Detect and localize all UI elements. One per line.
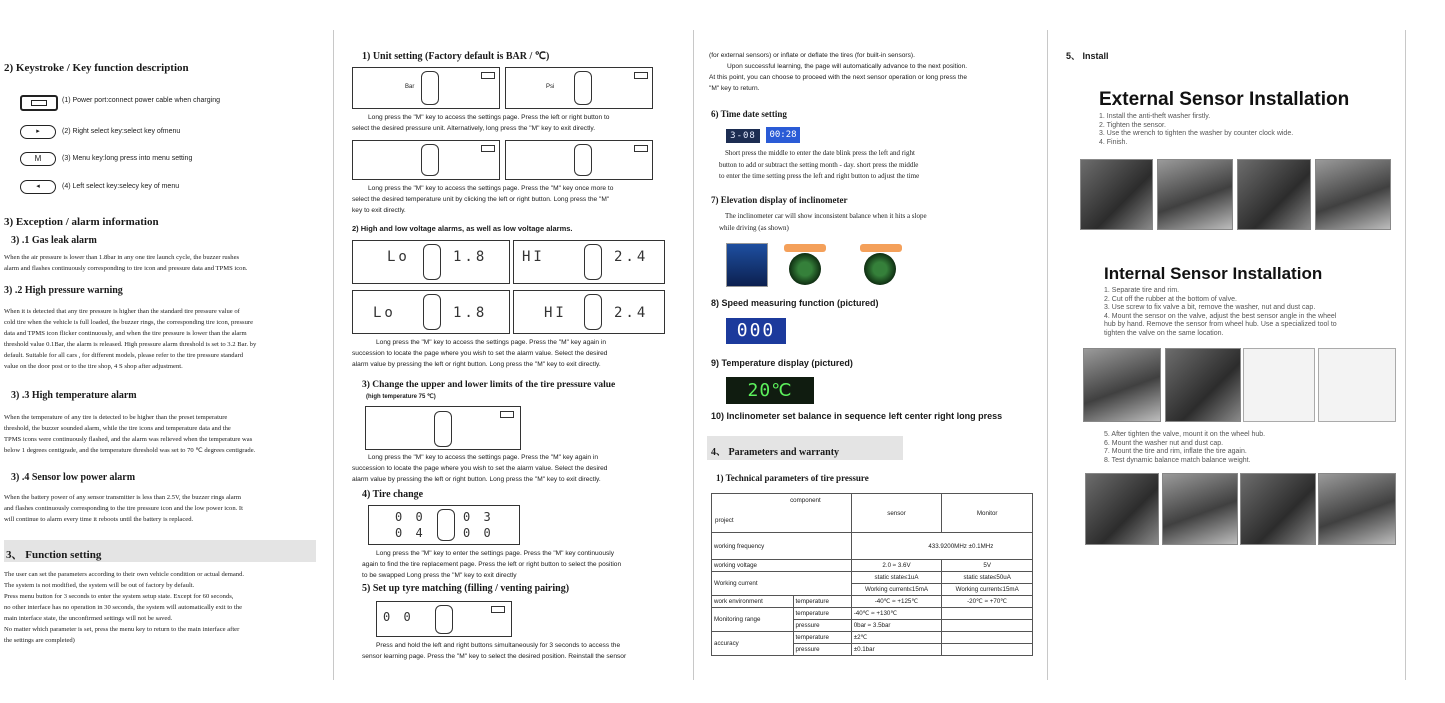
external-install-steps: 1. Install the anti-theft washer firstly. 2. Tighten the sensor. 3. Use the wrench to tighten the washer by counter clock wide. 4. Finish. (1099, 113, 1294, 146)
keystroke-title: 2) Keystroke / Key function description (4, 62, 189, 74)
table-row: working frequency 433.9200MHz ±0.1MHz (712, 533, 1033, 560)
external-install-photo (1080, 159, 1153, 230)
car-icon (574, 144, 592, 176)
function-title: 3、 Function setting (6, 549, 102, 561)
unit-setting-title: 1) Unit setting (Factory default is BAR / ℃) (362, 51, 550, 62)
table-header-sensor: sensor (851, 494, 942, 533)
internal-install-diagram (1318, 348, 1396, 422)
inclinometer-balance-title: 10) Inclinometer set balance in sequence left center right long press (711, 411, 1003, 421)
inclinometer-image (726, 243, 768, 287)
function-text: The user can set the parameters according to their own vehicle condition or actual demand. The system is not modified, the system will be out of factory by default. Press menu button for 3 seconds to enter the system setup state. Except for 60 seconds, no other interface has no operation in 30 seconds, the system will automatically exit to the main interface state, the unconfirmed settings will not be saved. No matter which parameter is set, press the menu key to return to the main interface after the settings are completed) (4, 571, 245, 644)
tire-change-title: 4) Tire change (362, 489, 424, 500)
right-select-key-icon: ▸ (20, 125, 56, 139)
lcd-tire-change-screen: 0 0 0 4 0 3 0 0 (368, 505, 520, 545)
table-row: Working current≤15mA Working current≤15mA (712, 584, 1033, 596)
voltage-alarm-title: 2) High and low voltage alarms, as well as low voltage alarms. (352, 224, 573, 233)
install-title: 5、 Install (1066, 51, 1109, 61)
table-row: pressure 0bar ≈ 3.5bar (712, 620, 1033, 632)
high-pressure-text: When it is detected that any tire pressure is higher than the standard tire pressure value of cold tire when the vehicle is full loaded, the buzzer rings, the corresponding tire icon, pressure data and TPMS icon flicker continuously, and when the tire pressure is lower than the alarm threshold value 0.1Bar, the alarm is released. High pressure alarm threshold is set to 3.2 Bar. by default. Suitable for all cars , for different models, please refer to the tire pressure standard value on the door post or to the tire shop, 4 S shop after adjustment. (4, 308, 257, 370)
car-icon (434, 411, 452, 447)
car-icon (423, 294, 441, 330)
external-install-photo (1237, 159, 1311, 230)
lcd-fahrenheit-screen (505, 140, 653, 180)
lcd-lo-screen: Lo 1.8 (352, 240, 510, 284)
low-power-text: When the battery power of any sensor transmitter is less than 2.5V, the buzzer rings alarm and flashes continuously corresponding to the tire pressure icon and the low power icon. It will continue to alarm every time it reboots until the battery is replaced. (4, 494, 243, 523)
limits-title: 3) Change the upper and lower limits of the tire pressure value (362, 380, 616, 390)
fold-line (693, 30, 694, 680)
car-icon (437, 509, 455, 541)
car-icon (421, 144, 439, 176)
internal-install-steps: 1. Separate tire and rim. 2. Cut off the rubber at the bottom of valve. 3. Use screw to fix valve a bit, remove the washer, nut and dust cap. 4. Mount the sensor on the valve, adjust the best sensor angle in the wheel hub by hand. Remove the sensor from wheel hub. Use a specialized tool to tighten the valve on the same location. (1104, 287, 1337, 337)
exception-title: 3) Exception / alarm information (4, 216, 159, 228)
internal-install-photo (1083, 348, 1161, 422)
key-row (20, 151, 320, 171)
tire-change-text: Long press the "M" key to enter the settings page. Press the "M" key continuously again to find the tire replacement page. Press the left or right button to select the position to be swapped Long press the "M" key to exit directly (362, 550, 622, 579)
key-description: (1) Power port:connect power cable when charging (62, 97, 220, 104)
lcd-celsius-screen (352, 140, 500, 180)
key-description: (4) Left select key:selecy key of menu (62, 183, 180, 190)
time-date-text: Short press the middle to enter the date blink press the left and right button to add or subtract the setting month - day. short press the middle to enter the time setting press the left and right button to adjust the time (719, 149, 920, 180)
car-icon (574, 71, 592, 105)
lcd-bar-screen: Bar (352, 67, 500, 109)
high-temperature-text: When the temperature of any tire is detected to be higher than the preset temperature threshold, the buzzer sounded alarm, while the tire icons and temperature data and the TPMS icons were continuously flashed, and the alarm was relieved when the temperature was below 1 degrees centigrade, and the temperature threshold was set to 70 ℃ degrees centigrade. (4, 414, 256, 454)
fold-line (333, 30, 334, 680)
key-row (20, 93, 320, 113)
internal-install-photo (1162, 473, 1238, 545)
unit-setting-text: Long press the "M" key to access the settings page. Press the left or right button to select the desired pressure unit. Alternatively, long press the "M" key to exit directly. (352, 114, 610, 132)
external-install-title: External Sensor Installation (1099, 89, 1350, 110)
car-icon (584, 294, 602, 330)
table-row: accuracy temperature ±2℃ (712, 632, 1033, 644)
high-temperature-title: 3) .3 High temperature alarm (11, 390, 137, 401)
time-date-title: 6) Time date setting (711, 109, 787, 119)
internal-install-diagram (1243, 348, 1315, 422)
gas-leak-text: When the air pressure is lower than 1.8bar in any one tire launch cycle, the buzzer rushes alarm and flashes continuously corresponding to tire icon and pressure data and TPMS icon. (4, 254, 248, 272)
car-icon (421, 71, 439, 105)
fold-line (1047, 30, 1048, 680)
table-row: pressure ±0.1bar (712, 644, 1033, 656)
matching-text: Press and hold the left and right buttons simultaneously for 3 seconds to access the sensor learning page. Press the "M" key to select the desired position. Reinstall the sensor (362, 642, 627, 660)
external-install-photo (1315, 159, 1391, 230)
limits-subtitle: (high temperature 75 ℃) (366, 394, 436, 400)
temperature-display-title: 9) Temperature display (pictured) (711, 358, 853, 368)
voltage-alarm-text: Long press the "M" key to access the settings page. Press the "M" key again in succession to locate the page where you wish to set the alarm value. Select the desired alarm value by pressing the left or right button. Long press the "M" key to exit directly. (352, 339, 608, 368)
key-description: (3) Menu key:long press into menu setting (62, 155, 193, 162)
matching-continued-text: (for external sensors) or inflate or deflate the tires (for built-in sensors). Upon successful learning, the page will automatically advance to the next position. At this point, you can choose to proceed with the next sensor operation or long press the "M" key to return. (709, 52, 968, 92)
lcd-date-display: 3-08 (726, 129, 760, 143)
key-description: (2) Right select key:select key ofmenu (62, 128, 181, 135)
lcd-speed-display: 000 (726, 318, 786, 344)
limits-text: Long press the "M" key to access the settings page. Press the "M" key again in succession to locate the page where you wish to set the alarm value. Select the desired alarm value by pressing the left or right button. Long press the "M" key to exit directly. (352, 454, 608, 483)
fold-line (1405, 30, 1406, 680)
table-header-row: component project sensor Monitor (712, 494, 1033, 533)
lcd-matching-screen: 0 0 (376, 601, 512, 637)
car-icon (584, 244, 602, 280)
internal-install-photo (1318, 473, 1396, 545)
high-pressure-title: 3) .2 High pressure warning (4, 285, 123, 296)
temperature-unit-text: Long press the "M" key to access the settings page. Press the "M" key once more to select the desired temperature unit by clicking the left or right button. Long press the "M" key to exit directly. (352, 185, 614, 214)
lcd-temperature-display: 20℃ (726, 377, 814, 404)
inclinometer-label-tag (784, 244, 826, 252)
elevation-title: 7) Elevation display of inclinometer (711, 195, 848, 205)
power-port-icon (20, 95, 58, 111)
lcd-limits-screen (365, 406, 521, 450)
matching-title: 5) Set up tyre matching (filling / venting pairing) (362, 583, 570, 594)
inclinometer-gauge-icon (789, 253, 821, 285)
table-row: Working current static state≤1uA static state≤50uA (712, 572, 1033, 584)
car-icon (435, 605, 453, 634)
technical-title: 1) Technical parameters of tire pressure (716, 473, 869, 483)
lcd-lo-screen-2: Lo 1.8 (352, 290, 510, 334)
table-row: working voltage 2.0 ≈ 3.6V 5V (712, 560, 1033, 572)
internal-install-photo (1240, 473, 1316, 545)
left-select-key-icon: ◂ (20, 180, 56, 194)
key-row (20, 124, 320, 144)
car-icon (423, 244, 441, 280)
table-header-monitor: Monitor (942, 494, 1033, 533)
internal-install-steps-continued: 5. After tighten the valve, mount it on the wheel hub. 6. Mount the washer nut and dust cap. 7. Mount the tire and rim, inflate the tire again. 8. Test dynamic balance match balance weight. (1104, 431, 1266, 464)
key-row (20, 179, 320, 199)
table-row: work environment temperature -40℃ ≈ +125℃ -20℃ ≈ +70℃ (712, 596, 1033, 608)
external-install-photo (1157, 159, 1233, 230)
inclinometer-gauge-icon (864, 253, 896, 285)
lcd-hi-screen: HI 2.4 (513, 240, 665, 284)
lcd-psi-screen: Psi (505, 67, 653, 109)
table-row: Monitoring range temperature -40℃ ≈ +130℃ (712, 608, 1033, 620)
lcd-time-display: 00:28 (766, 127, 800, 143)
elevation-text: The inclinometer car will show inconsistent balance when it hits a slope while driving (as shown) (719, 212, 927, 232)
inclinometer-label-tag (860, 244, 902, 252)
internal-install-photo (1085, 473, 1159, 545)
speed-title: 8) Speed measuring function (pictured) (711, 298, 879, 308)
internal-install-photo (1165, 348, 1241, 422)
menu-key-icon: M (20, 152, 56, 166)
lcd-hi-screen-2: HI 2.4 (513, 290, 665, 334)
technical-parameters-table (711, 493, 1033, 656)
parameters-title: 4、 Parameters and warranty (711, 447, 840, 458)
gas-leak-title: 3) .1 Gas leak alarm (11, 235, 97, 246)
low-power-title: 3) .4 Sensor low power alarm (11, 472, 136, 483)
internal-install-title: Internal Sensor Installation (1104, 264, 1323, 283)
